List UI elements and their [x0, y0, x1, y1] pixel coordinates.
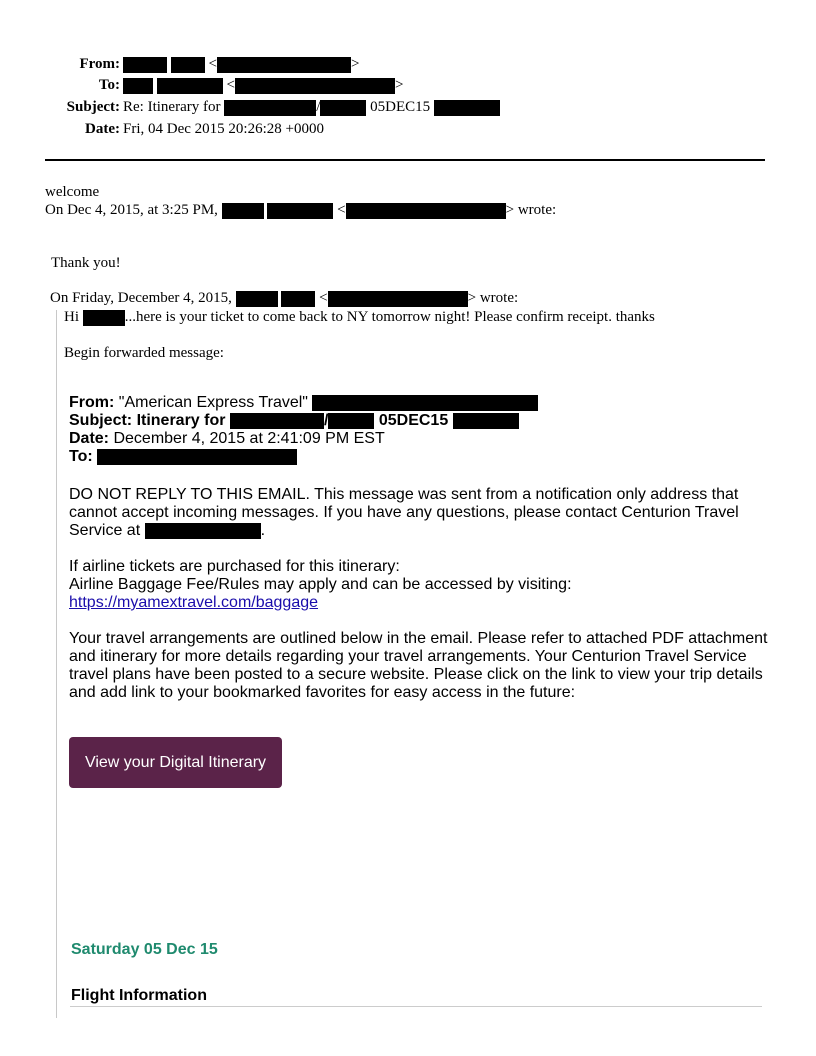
- reply-attribution-2: [50, 289, 518, 307]
- header-divider: [45, 159, 765, 161]
- fwd-subject-date: 05DEC15: [378, 412, 449, 429]
- hi-body: ...here is your ticket to come back to NY tomorrow night! Please confirm receipt. thanks: [124, 309, 655, 325]
- attribution2-suffix: > wrote:: [467, 290, 519, 306]
- redaction: [267, 203, 333, 219]
- redaction: [328, 291, 468, 307]
- fwd-from-value: "American Express Travel": [118, 394, 308, 411]
- redaction: [83, 310, 125, 326]
- flight-divider: [70, 1006, 762, 1007]
- redaction: [453, 413, 519, 429]
- reply-welcome: welcome: [45, 184, 100, 200]
- redaction: [320, 100, 366, 116]
- fwd-subject-sep: /: [323, 412, 329, 429]
- redaction: [123, 78, 153, 94]
- fwd-from-label: From:: [69, 394, 115, 411]
- header-date-value: Fri, 04 Dec 2015 20:26:28 +0000: [123, 121, 324, 137]
- reply-attribution: [45, 201, 556, 219]
- fwd-p1-end: .: [260, 522, 266, 539]
- redaction: [171, 57, 205, 73]
- fwd-paragraph-2: [69, 558, 769, 612]
- forwarded-headers: [69, 394, 769, 466]
- fwd-to-row: [69, 448, 769, 466]
- header-from-close: >: [350, 56, 360, 72]
- fwd-to-label: To:: [69, 448, 93, 465]
- view-digital-itinerary-button[interactable]: View your Digital Itinerary: [69, 737, 282, 788]
- reply-hi-line: [64, 308, 655, 326]
- header-from-open: <: [208, 56, 217, 72]
- redaction: [235, 78, 395, 94]
- flight-information-heading: Flight Information: [71, 987, 207, 1004]
- header-subject-sep: /: [316, 99, 321, 115]
- quote-bar: [56, 310, 57, 1018]
- header-subject-date: 05DEC15: [370, 99, 431, 115]
- attribution2-prefix: On Friday, December 4, 2015,: [50, 290, 232, 306]
- header-to-close: >: [394, 77, 404, 93]
- redaction: [281, 291, 315, 307]
- reply-thank-you: Thank you!: [51, 255, 121, 271]
- attribution-open: <: [337, 202, 346, 218]
- fwd-paragraph-1: [69, 486, 769, 540]
- attribution2-open: <: [319, 290, 328, 306]
- attribution-prefix: On Dec 4, 2015, at 3:25 PM,: [45, 202, 218, 218]
- fwd-p2-line1: If airline tickets are purchased for this itinerary:: [69, 558, 400, 575]
- header-from-label: From:: [79, 56, 120, 72]
- begin-forwarded: Begin forwarded message:: [64, 345, 224, 361]
- header-subject-label: Subject:: [66, 99, 120, 115]
- fwd-date-value: December 4, 2015 at 2:41:09 PM EST: [113, 430, 385, 447]
- baggage-link[interactable]: https://myamextravel.com/baggage: [69, 594, 319, 611]
- redaction: [97, 449, 297, 465]
- redaction: [328, 413, 374, 429]
- header-to-open: <: [226, 77, 235, 93]
- redaction: [157, 78, 223, 94]
- fwd-p2-line2: Airline Baggage Fee/Rules may apply and can be accessed by visiting:: [69, 576, 572, 593]
- redaction: [230, 413, 324, 429]
- header-subject-value: [123, 98, 500, 116]
- header-to-label: To:: [98, 77, 120, 93]
- header-date-label: Date:: [85, 121, 120, 137]
- redaction: [236, 291, 278, 307]
- redaction: [222, 203, 264, 219]
- fwd-date-label: Date:: [69, 430, 110, 447]
- header-to-value: [123, 76, 403, 94]
- fwd-paragraph-3: Your travel arrangements are outlined below in the email. Please refer to attached PDF attachment and itinerary for more details regarding your travel arrangements. Your Centurion Travel Service travel plans have been posted to a secure website. Please click on the link to view your trip details and add link to your bookmarked favorites for easy access in the future:: [69, 630, 768, 701]
- redaction: [224, 100, 316, 116]
- redaction: [434, 100, 500, 116]
- redaction: [123, 57, 167, 73]
- redaction: [312, 395, 538, 411]
- fwd-from-row: [69, 394, 769, 412]
- redaction: [346, 203, 506, 219]
- header-subject-text: Re: Itinerary for: [123, 99, 221, 115]
- attribution-suffix: > wrote:: [505, 202, 557, 218]
- header-from-value: [123, 55, 359, 73]
- itinerary-date-heading: Saturday 05 Dec 15: [71, 941, 218, 958]
- fwd-date-row: [69, 430, 769, 448]
- fwd-subject-label: Subject: Itinerary for: [69, 412, 226, 429]
- hi-text: Hi: [64, 309, 79, 325]
- fwd-subject-row: [69, 412, 769, 430]
- redaction: [145, 523, 261, 539]
- redaction: [217, 57, 351, 73]
- fwd-p1-text: DO NOT REPLY TO THIS EMAIL. This message was sent from a notification only address that cannot accept incoming messages. If you have any questions, please contact Centurion Travel Service at: [69, 486, 739, 539]
